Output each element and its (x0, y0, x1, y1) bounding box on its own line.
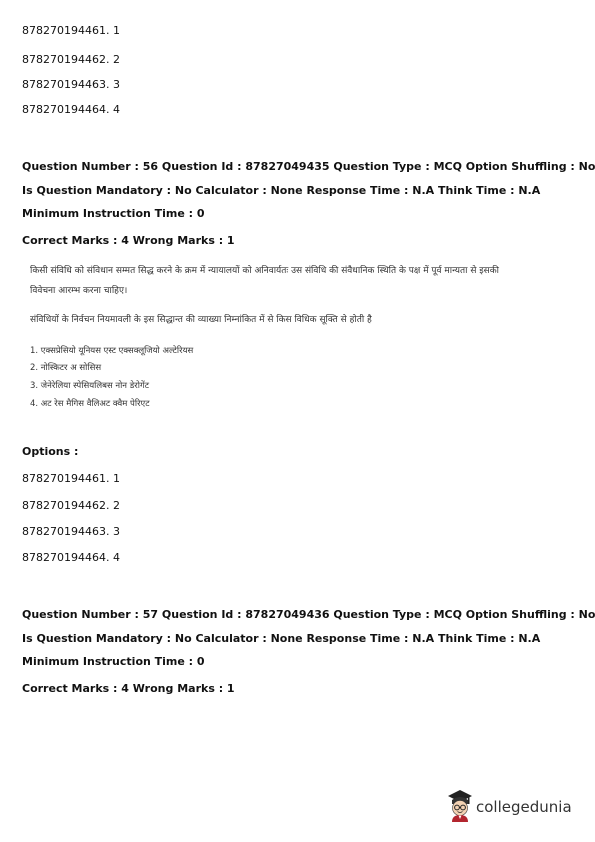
question-choice: 2. नोस्किटर अ सोसिस (30, 363, 102, 373)
question-text: संविधियों के निर्वचन नियमावली के इस सिद्धान्त की व्याख्या निम्नांकित में से किस विधिक सूक्ति से होती है (30, 315, 372, 325)
options-label: Options : (22, 445, 79, 458)
option-item: 878270194461. 1 (22, 472, 120, 485)
question-header: Question Number : 56 Question Id : 87827049435 Question Type : MCQ Option Shuffling : No (22, 160, 595, 173)
question-header: Question Number : 57 Question Id : 87827049436 Question Type : MCQ Option Shuffling : No (22, 608, 595, 621)
question-marks: Correct Marks : 4 Wrong Marks : 1 (22, 234, 235, 247)
question-header: Is Question Mandatory : No Calculator : None Response Time : N.A Think Time : N.A (22, 632, 541, 645)
question-header: Minimum Instruction Time : 0 (22, 655, 205, 668)
question-marks: Correct Marks : 4 Wrong Marks : 1 (22, 682, 235, 695)
option-item: 878270194461. 1 (22, 24, 120, 37)
question-choice: 3. जेनेरेलिया स्पेसियलिबस नोन डेरोगेंट (30, 381, 150, 391)
option-item: 878270194464. 4 (22, 551, 120, 564)
brand-logo: collegedunia (476, 798, 572, 816)
question-header: Is Question Mandatory : No Calculator : None Response Time : N.A Think Time : N.A (22, 184, 541, 197)
option-item: 878270194464. 4 (22, 103, 120, 116)
question-text: किसी संविधि को संविधान सम्मत सिद्ध करने के क्रम में न्यायालयों को अनिवार्यतः उस संविधि की संवैधानिक स्थिति के पक्ष में पूर्व मान्यता से इसकी (30, 266, 500, 276)
question-header: Minimum Instruction Time : 0 (22, 207, 205, 220)
question-choice: 1. एक्सप्रेसियो यूनियस एस्ट एक्सक्लूजियो अल्टेरियस (30, 346, 194, 356)
question-choice: 4. अट रेस मैगिस वैलिअट क्वैम पेरिएट (30, 399, 150, 409)
graduate-mascot-icon (446, 788, 474, 824)
option-item: 878270194462. 2 (22, 53, 120, 66)
question-text: विवेचना आरम्भ करना चाहिए। (30, 286, 128, 296)
option-item: 878270194463. 3 (22, 525, 120, 538)
option-item: 878270194462. 2 (22, 499, 120, 512)
option-item: 878270194463. 3 (22, 78, 120, 91)
